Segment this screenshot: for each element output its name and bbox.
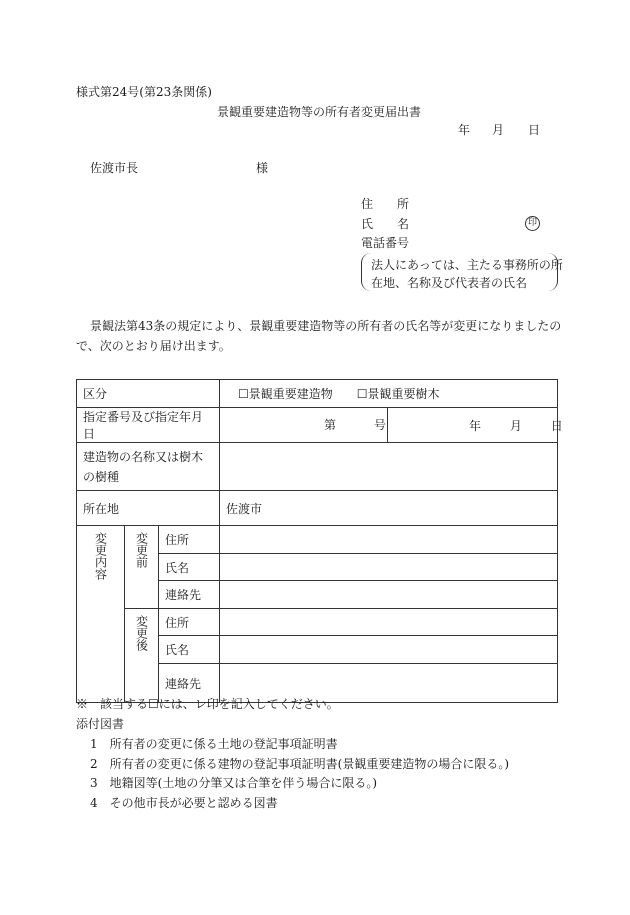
corporate-note-line2: 在地、名称及び代表者の氏名 bbox=[371, 276, 528, 290]
addressee-honorific: 様 bbox=[256, 161, 269, 175]
table-row bbox=[77, 380, 558, 408]
category-options[interactable]: ☐景観重要建造物 ☐景観重要樹木 bbox=[220, 380, 558, 408]
date-year-label: 年 bbox=[458, 123, 471, 137]
seal-mark: 印 bbox=[525, 216, 540, 231]
applicant-name-label: 氏 名 bbox=[361, 217, 410, 231]
body-text-line2: で、次のとおり届け出ます。 bbox=[76, 339, 231, 353]
document-title: 景観重要建造物等の所有者変更届出書 bbox=[217, 105, 422, 119]
table-row bbox=[77, 491, 558, 526]
table-row bbox=[77, 443, 558, 491]
date-month-label: 月 bbox=[492, 123, 505, 137]
location-value[interactable]: 佐渡市 bbox=[220, 491, 558, 526]
designation-label: 指定番号及び指定年月日 bbox=[77, 408, 220, 443]
after-address-value[interactable] bbox=[220, 609, 558, 636]
before-label: 変更前 bbox=[134, 532, 149, 568]
after-label-cell bbox=[125, 609, 159, 703]
designation-number-cell[interactable] bbox=[220, 408, 388, 443]
form-number: 様式第24号(第23条関係) bbox=[76, 85, 212, 99]
designation-month: 月 bbox=[509, 418, 522, 433]
after-label: 変更後 bbox=[134, 615, 149, 651]
before-address-label: 住所 bbox=[159, 526, 220, 554]
before-name-value[interactable] bbox=[220, 554, 558, 581]
addressee-name: 佐渡市長 bbox=[90, 161, 139, 175]
attachment-item: 1 所有者の変更に係る土地の登記事項証明書 bbox=[90, 737, 338, 751]
attachment-item: 2 所有者の変更に係る建物の登記事項証明書(景観重要建造物の場合に限る。) bbox=[90, 757, 510, 771]
before-label-cell bbox=[125, 526, 159, 609]
attachments-title: 添付図書 bbox=[76, 717, 125, 731]
before-contact-label: 連絡先 bbox=[159, 581, 220, 609]
change-content-label: 変更内容 bbox=[93, 532, 108, 580]
after-contact-label: 連絡先 bbox=[159, 664, 220, 703]
designation-day: 日 bbox=[550, 418, 563, 433]
date-day-label: 日 bbox=[528, 123, 541, 137]
location-label: 所在地 bbox=[77, 491, 220, 526]
checkbox-note: ※ 該当する☐には、レ印を記入してください。 bbox=[76, 697, 339, 711]
table-row bbox=[77, 526, 558, 554]
building-name-label: 建造物の名称又は樹木の樹種 bbox=[77, 443, 220, 491]
after-name-label: 氏名 bbox=[159, 636, 220, 664]
corporate-note-line1: 法人にあっては、主たる事務所の所 bbox=[371, 258, 563, 272]
form-table bbox=[76, 379, 563, 703]
applicant-phone-label: 電話番号 bbox=[361, 236, 410, 250]
before-address-value[interactable] bbox=[220, 526, 558, 554]
attachment-item: 4 その他市長が必要と認める図書 bbox=[90, 796, 278, 810]
before-name-label: 氏名 bbox=[159, 554, 220, 581]
number-suffix: 号 bbox=[373, 418, 386, 432]
table-row bbox=[77, 408, 558, 443]
change-content-label-cell bbox=[77, 526, 125, 703]
table-row bbox=[77, 609, 558, 636]
after-address-label: 住所 bbox=[159, 609, 220, 636]
attachment-item: 3 地籍図等(土地の分筆又は合筆を伴う場合に限る。) bbox=[90, 776, 378, 790]
number-prefix: 第 bbox=[324, 418, 337, 432]
after-name-value[interactable] bbox=[220, 636, 558, 664]
before-contact-value[interactable] bbox=[220, 581, 558, 609]
building-name-value[interactable] bbox=[220, 443, 558, 491]
body-text-line1: 景観法第43条の規定により、景観重要建造物等の所有者の氏名等が変更になりましたの bbox=[90, 319, 562, 333]
designation-date-cell[interactable] bbox=[388, 408, 563, 443]
applicant-address-label: 住 所 bbox=[361, 197, 410, 211]
designation-year: 年 bbox=[469, 418, 482, 433]
category-label: 区分 bbox=[77, 380, 220, 408]
